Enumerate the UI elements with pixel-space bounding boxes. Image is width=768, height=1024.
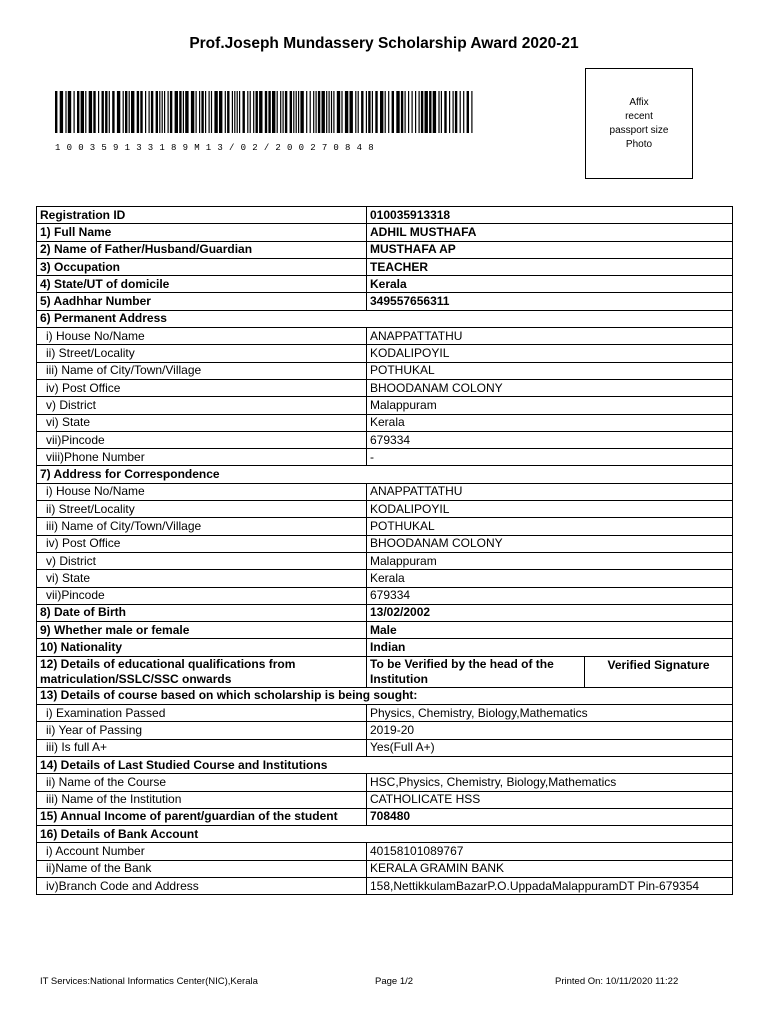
field-value: Male <box>367 622 733 639</box>
barcode-bars <box>55 91 475 133</box>
field-label: 15) Annual Income of parent/guardian of the student <box>37 808 367 825</box>
barcode-bar <box>412 91 413 133</box>
barcode-bar <box>415 91 416 133</box>
barcode-bar <box>239 91 240 133</box>
barcode-bar <box>419 91 420 133</box>
barcode-bar <box>227 91 229 133</box>
field-label: ii) Street/Locality <box>37 345 367 362</box>
barcode-bar <box>375 91 377 133</box>
table-row <box>37 808 733 825</box>
photo-text-line3: passport size <box>609 124 669 136</box>
field-value: 010035913318 <box>367 207 733 224</box>
table-row <box>37 535 733 552</box>
barcode-bar <box>211 91 212 133</box>
barcode-bar <box>140 91 142 133</box>
barcode-bar <box>225 91 226 133</box>
table-row <box>37 276 733 293</box>
table-row <box>37 501 733 518</box>
barcode-bar <box>366 91 367 133</box>
barcode-bar <box>306 91 307 133</box>
table-row <box>37 705 733 722</box>
barcode-bar <box>60 91 63 133</box>
barcode-bar <box>93 91 95 133</box>
field-label: 9) Whether male or female <box>37 622 367 639</box>
barcode-bar <box>467 91 469 133</box>
barcode-bar <box>455 91 457 133</box>
barcode-bar <box>117 91 120 133</box>
barcode-bar <box>156 91 158 133</box>
verification-note: To be Verified by the head of the Institution <box>367 656 585 687</box>
field-label: 10) Nationality <box>37 639 367 656</box>
field-value: Kerala <box>367 570 733 587</box>
barcode-bar <box>313 91 314 133</box>
table-row <box>37 258 733 275</box>
table-row <box>37 791 733 808</box>
barcode-bar <box>296 91 297 133</box>
field-label: ii) Street/Locality <box>37 501 367 518</box>
barcode-bar <box>105 91 107 133</box>
field-label: iii) Name of City/Town/Village <box>37 362 367 379</box>
field-value: Malappuram <box>367 552 733 569</box>
barcode-bar <box>243 91 245 133</box>
field-label: iii) Is full A+ <box>37 739 367 756</box>
field-value: 349557656311 <box>367 293 733 310</box>
field-value: BHOODANAM COLONY <box>367 379 733 396</box>
field-value: POTHUKAL <box>367 362 733 379</box>
field-label: iii) Name of City/Town/Village <box>37 518 367 535</box>
field-label: i) Account Number <box>37 843 367 860</box>
barcode-bar <box>380 91 383 133</box>
table-row <box>37 483 733 500</box>
field-value: BHOODANAM COLONY <box>367 535 733 552</box>
field-label: viii)Phone Number <box>37 449 367 466</box>
barcode-bar <box>170 91 172 133</box>
table-row <box>37 860 733 877</box>
field-value: MUSTHAFA AP <box>367 241 733 258</box>
field-label: i) House No/Name <box>37 483 367 500</box>
barcode-bar <box>164 91 165 133</box>
barcode-bar <box>453 91 454 133</box>
barcode-bar <box>265 91 267 133</box>
barcode-bar <box>77 91 79 133</box>
barcode-bar <box>277 91 278 133</box>
field-value: 679334 <box>367 587 733 604</box>
barcode-bar <box>125 91 127 133</box>
barcode-bar <box>463 91 464 133</box>
table-row <box>37 739 733 756</box>
barcode-bar <box>89 91 92 133</box>
barcode-text: 100359133189M13/02/200270848 <box>55 143 380 153</box>
photo-text-line4: Photo <box>625 138 653 150</box>
table-row <box>37 379 733 396</box>
field-value: HSC,Physics, Chemistry, Biology,Mathematics <box>367 774 733 791</box>
document-title: Prof.Joseph Mundassery Scholarship Award 2020-21 <box>189 35 579 52</box>
field-value: POTHUKAL <box>367 518 733 535</box>
barcode-bar <box>280 91 281 133</box>
table-row <box>37 843 733 860</box>
field-label: 3) Occupation <box>37 258 367 275</box>
table-row <box>37 397 733 414</box>
barcode-bar <box>318 91 320 133</box>
field-label: 12) Details of educational qualifications from matriculation/SSLC/SSC onwards <box>37 656 367 687</box>
barcode-bar <box>179 91 181 133</box>
barcode-bar <box>396 91 399 133</box>
table-row <box>37 431 733 448</box>
verified-signature-cell: Verified Signature <box>585 656 733 687</box>
field-label: v) District <box>37 552 367 569</box>
field-label: vii)Pincode <box>37 587 367 604</box>
field-label: vii)Pincode <box>37 431 367 448</box>
barcode-bar <box>337 91 340 133</box>
footer-printed-on: Printed On: 10/11/2020 11:22 <box>555 976 679 987</box>
section-heading-row <box>37 687 733 704</box>
barcode-bar <box>408 91 409 133</box>
barcode-bar <box>183 91 184 133</box>
barcode-bar <box>98 91 99 133</box>
barcode-bar <box>55 91 57 133</box>
table-row <box>37 552 733 569</box>
barcode-bar <box>326 91 327 133</box>
barcode-bar <box>123 91 124 133</box>
barcode-bar <box>310 91 311 133</box>
barcode-bar <box>401 91 403 133</box>
barcode-bar <box>441 91 442 133</box>
table-row <box>37 345 733 362</box>
table-row <box>37 604 733 621</box>
table-row <box>37 656 733 687</box>
barcode-bar <box>372 91 373 133</box>
barcode-bar <box>444 91 446 133</box>
barcode-bar <box>421 91 423 133</box>
barcode-bar <box>109 91 110 133</box>
barcode-bar <box>112 91 114 133</box>
barcode-bar <box>131 91 134 133</box>
section-heading: 14) Details of Last Studied Course and Institutions <box>37 756 733 773</box>
field-value: 708480 <box>367 808 733 825</box>
table-row <box>37 224 733 241</box>
field-label: 1) Full Name <box>37 224 367 241</box>
barcode-bar <box>201 91 203 133</box>
field-value: KODALIPOYIL <box>367 345 733 362</box>
photo-text-line1: Affix <box>629 96 649 108</box>
table-row <box>37 362 733 379</box>
table-row <box>37 570 733 587</box>
barcode-bar <box>460 91 461 133</box>
barcode-bar <box>196 91 197 133</box>
barcode-bar <box>232 91 233 133</box>
field-value: 40158101089767 <box>367 843 733 860</box>
field-label: vi) State <box>37 414 367 431</box>
field-label: 2) Name of Father/Husband/Guardian <box>37 241 367 258</box>
field-value: ANAPPATTATHU <box>367 483 733 500</box>
field-label: v) District <box>37 397 367 414</box>
barcode-bar <box>345 91 348 133</box>
application-form-table <box>36 206 733 895</box>
barcode-bar <box>333 91 334 133</box>
table-row <box>37 518 733 535</box>
barcode-bar <box>429 91 431 133</box>
barcode-bar <box>438 91 439 133</box>
barcode <box>55 91 475 153</box>
field-label: iv) Post Office <box>37 535 367 552</box>
barcode-bar <box>214 91 217 133</box>
barcode-bar <box>129 91 130 133</box>
barcode-bar <box>329 91 330 133</box>
footer-issuer: IT Services:National Informatics Center(NIC),Kerala <box>40 976 258 987</box>
field-label: Registration ID <box>37 207 367 224</box>
field-label: vi) State <box>37 570 367 587</box>
barcode-bar <box>162 91 163 133</box>
table-row <box>37 639 733 656</box>
barcode-bar <box>358 91 359 133</box>
barcode-bar <box>219 91 222 133</box>
barcode-bar <box>449 91 450 133</box>
barcode-bar <box>205 91 206 133</box>
barcode-bar <box>256 91 258 133</box>
barcode-bar <box>385 91 386 133</box>
table-row <box>37 241 733 258</box>
table-row <box>37 774 733 791</box>
barcode-bar <box>199 91 200 133</box>
field-value: ANAPPATTATHU <box>367 328 733 345</box>
barcode-bar <box>81 91 84 133</box>
field-value: Kerala <box>367 414 733 431</box>
table-row <box>37 622 733 639</box>
field-label: ii)Name of the Bank <box>37 860 367 877</box>
barcode-bar <box>145 91 146 133</box>
section-heading-row <box>37 756 733 773</box>
field-value: Physics, Chemistry, Biology,Mathematics <box>367 705 733 722</box>
barcode-bar <box>250 91 251 133</box>
field-value: KODALIPOYIL <box>367 501 733 518</box>
field-label: 5) Aadhhar Number <box>37 293 367 310</box>
table-row <box>37 414 733 431</box>
table-row <box>37 587 733 604</box>
field-value: KERALA GRAMIN BANK <box>367 860 733 877</box>
barcode-bar <box>388 91 389 133</box>
barcode-bar <box>137 91 139 133</box>
field-value: Kerala <box>367 276 733 293</box>
barcode-bar <box>316 91 317 133</box>
barcode-bar <box>159 91 160 133</box>
section-heading: 7) Address for Correspondence <box>37 466 733 483</box>
field-value: TEACHER <box>367 258 733 275</box>
barcode-bar <box>175 91 178 133</box>
barcode-bar <box>151 91 153 133</box>
barcode-bar <box>392 91 394 133</box>
table-row <box>37 877 733 894</box>
barcode-bar <box>68 91 71 133</box>
barcode-bar <box>350 91 353 133</box>
section-heading-row <box>37 466 733 483</box>
field-value: Indian <box>367 639 733 656</box>
section-heading: 13) Details of course based on which scholarship is being sought: <box>37 687 733 704</box>
field-value: 13/02/2002 <box>367 604 733 621</box>
barcode-bar <box>209 91 210 133</box>
field-label: iii) Name of the Institution <box>37 791 367 808</box>
barcode-bar <box>471 91 472 133</box>
table-row <box>37 293 733 310</box>
field-label: ii) Year of Passing <box>37 722 367 739</box>
field-label: iv) Post Office <box>37 379 367 396</box>
barcode-bar <box>355 91 356 133</box>
barcode-bar <box>361 91 363 133</box>
table-row <box>37 207 733 224</box>
barcode-bar <box>74 91 75 133</box>
barcode-bar <box>285 91 287 133</box>
table-row <box>37 722 733 739</box>
barcode-bar <box>237 91 238 133</box>
barcode-bar <box>368 91 370 133</box>
field-label: 4) State/UT of domicile <box>37 276 367 293</box>
field-label: i) Examination Passed <box>37 705 367 722</box>
photo-placeholder <box>585 68 693 179</box>
barcode-bar <box>65 91 66 133</box>
photo-text-line2: recent <box>625 110 653 122</box>
field-label: ii) Name of the Course <box>37 774 367 791</box>
field-value: Malappuram <box>367 397 733 414</box>
barcode-bar <box>149 91 150 133</box>
barcode-bar <box>341 91 342 133</box>
field-value: Yes(Full A+) <box>367 739 733 756</box>
barcode-bar <box>259 91 262 133</box>
section-heading-row <box>37 826 733 843</box>
field-value: - <box>367 449 733 466</box>
field-label: 8) Date of Birth <box>37 604 367 621</box>
field-value: 158,NettikkulamBazarP.O.UppadaMalappuramDT Pin-679354 <box>367 877 733 894</box>
barcode-bar <box>185 91 188 133</box>
barcode-bar <box>322 91 325 133</box>
table-row <box>37 449 733 466</box>
barcode-bar <box>272 91 275 133</box>
barcode-bar <box>85 91 86 133</box>
field-label: iv)Branch Code and Address <box>37 877 367 894</box>
barcode-bar <box>433 91 436 133</box>
barcode-bar <box>253 91 254 133</box>
field-value: 2019-20 <box>367 722 733 739</box>
barcode-bar <box>102 91 104 133</box>
barcode-bar <box>283 91 284 133</box>
barcode-bar <box>168 91 169 133</box>
barcode-bar <box>405 91 406 133</box>
field-label: i) House No/Name <box>37 328 367 345</box>
field-value: ADHIL MUSTHAFA <box>367 224 733 241</box>
footer-page-number: Page 1/2 <box>375 976 414 987</box>
barcode-bar <box>331 91 332 133</box>
section-heading-row <box>37 310 733 327</box>
barcode-bar <box>298 91 299 133</box>
barcode-bar <box>191 91 194 133</box>
field-value: CATHOLICATE HSS <box>367 791 733 808</box>
section-heading: 16) Details of Bank Account <box>37 826 733 843</box>
barcode-bar <box>247 91 248 133</box>
field-value: 679334 <box>367 431 733 448</box>
barcode-bar <box>300 91 303 133</box>
barcode-bar <box>293 91 294 133</box>
section-heading: 6) Permanent Address <box>37 310 733 327</box>
table-row <box>37 328 733 345</box>
barcode-bar <box>268 91 270 133</box>
barcode-bar <box>290 91 292 133</box>
barcode-bar <box>425 91 428 133</box>
barcode-bar <box>234 91 235 133</box>
